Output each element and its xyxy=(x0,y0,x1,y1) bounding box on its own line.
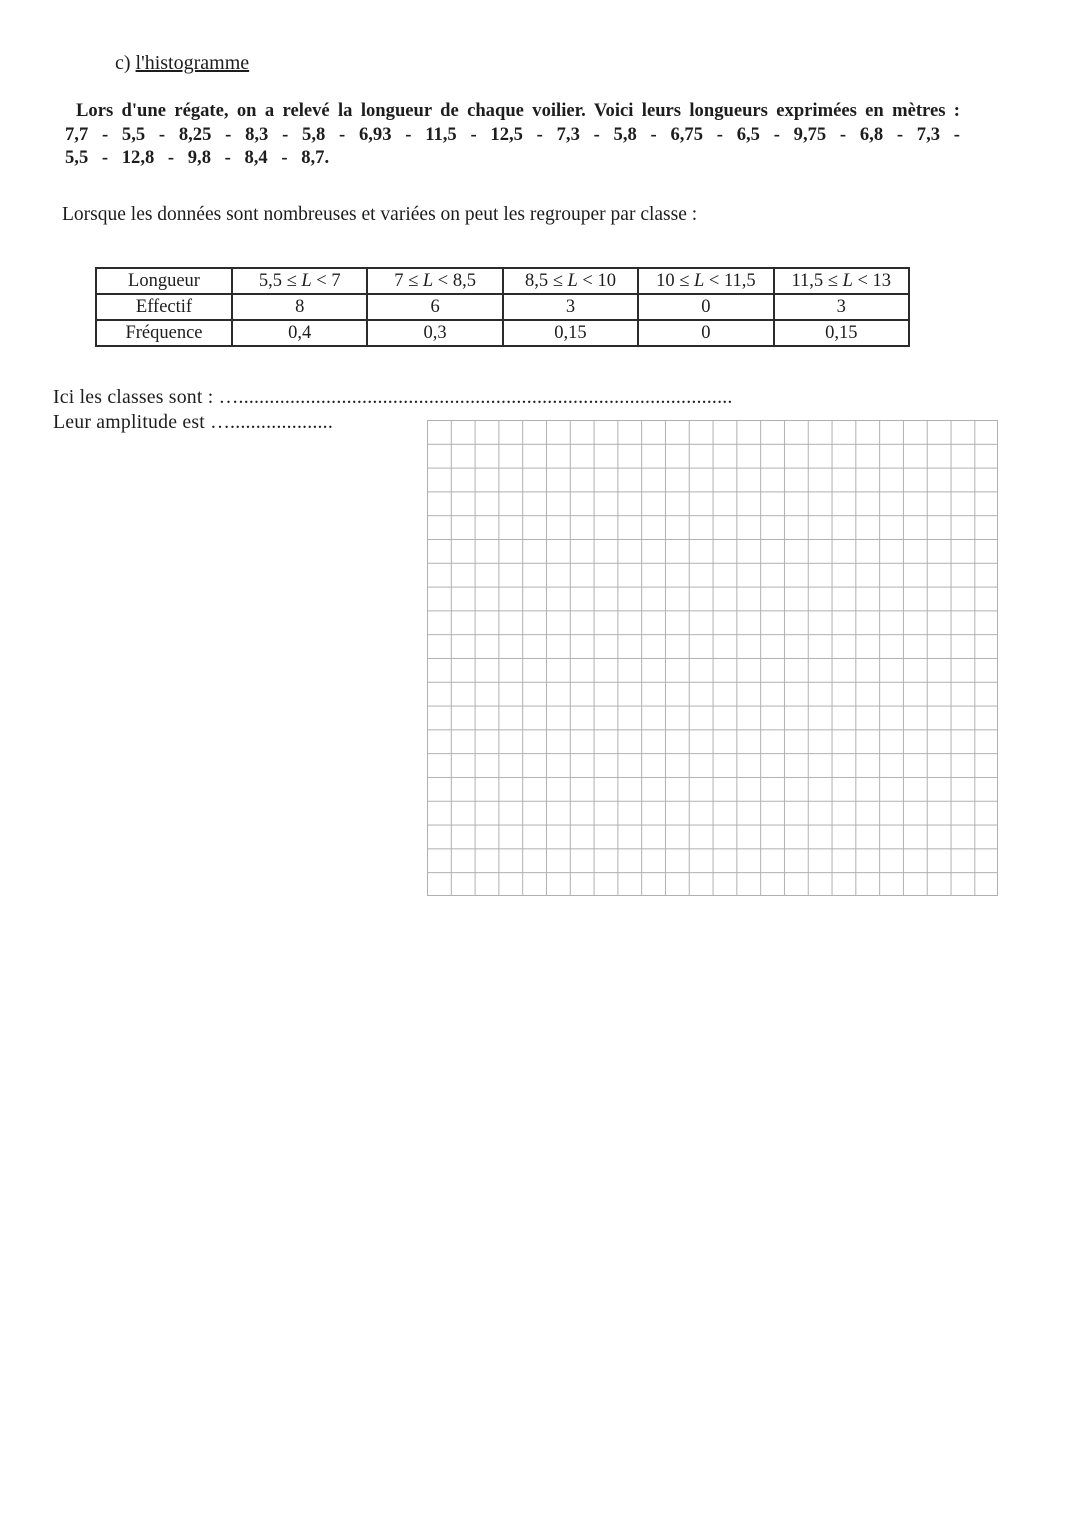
section-heading xyxy=(115,52,249,75)
interval-cell-3 xyxy=(638,268,773,294)
row-label-effectif: Effectif xyxy=(96,294,232,320)
intro-paragraph xyxy=(65,99,960,170)
graph-paper xyxy=(427,420,998,896)
table-row-effectif xyxy=(96,294,909,320)
interval-cell-2 xyxy=(503,268,638,294)
effectif-cell-0: 8 xyxy=(232,294,367,320)
intro-line-3: 5,5 - 12,8 - 9,8 - 8,4 - 8,7. xyxy=(65,147,330,168)
interval-var: L xyxy=(567,271,578,291)
interval-var: L xyxy=(422,271,434,291)
frequence-cell-3: 0 xyxy=(638,320,773,346)
intro-line-1: Lors d'une régate, on a relevé la longueur de chaque voilier. Voici leurs longueurs exprimées en mètres : xyxy=(76,100,960,121)
effectif-cell-1: 6 xyxy=(367,294,502,320)
interval-post: < 8,5 xyxy=(433,271,476,291)
interval-pre: 5,5 ≤ xyxy=(258,271,302,291)
intro-line-2: 7,7 - 5,5 - 8,25 - 8,3 - 5,8 - 6,93 - 11,5 - 12,5 - 7,3 - 5,8 - 6,75 - 6,5 - 9,75 - 6,8 - 7,3 - xyxy=(65,123,960,145)
interval-cell-1 xyxy=(367,268,502,294)
interval-var: L xyxy=(693,271,705,291)
interval-cell-4 xyxy=(774,268,909,294)
effectif-cell-4: 3 xyxy=(774,294,909,320)
row-label-longueur: Longueur xyxy=(96,268,232,294)
interval-var: L xyxy=(842,271,853,291)
interval-pre: 7 ≤ xyxy=(394,271,423,291)
classes-label: Ici les classes sont : xyxy=(53,386,214,408)
interval-post: < 11,5 xyxy=(704,271,756,291)
classes-question xyxy=(53,386,733,409)
frequence-cell-1: 0,3 xyxy=(367,320,502,346)
interval-cell-0 xyxy=(232,268,367,294)
interval-pre: 10 ≤ xyxy=(656,271,694,291)
frequence-cell-2: 0,15 xyxy=(503,320,638,346)
amplitude-answer-blank: ….................... xyxy=(210,411,333,433)
interval-pre: 8,5 ≤ xyxy=(524,271,568,291)
interval-var: L xyxy=(301,271,312,291)
effectif-cell-3: 0 xyxy=(638,294,773,320)
interval-pre: 11,5 ≤ xyxy=(791,271,843,291)
table-row-longueur xyxy=(96,268,909,294)
classes-answer-blank: …................................................................................................ xyxy=(218,386,733,408)
interval-post: < 7 xyxy=(311,271,341,291)
section-title: l'histogramme xyxy=(135,52,250,74)
section-label: c) xyxy=(115,52,131,74)
interval-post: < 10 xyxy=(577,271,616,291)
grouping-note: Lorsque les données sont nombreuses et variées on peut les regrouper par classe : xyxy=(62,204,698,225)
effectif-cell-2: 3 xyxy=(503,294,638,320)
frequence-cell-0: 0,4 xyxy=(232,320,367,346)
interval-post: < 13 xyxy=(852,271,892,291)
class-table xyxy=(95,267,910,347)
amplitude-question xyxy=(53,411,333,434)
frequence-cell-4: 0,15 xyxy=(774,320,909,346)
amplitude-label: Leur amplitude est xyxy=(53,411,205,433)
table-row-frequence xyxy=(96,320,909,346)
row-label-frequence: Fréquence xyxy=(96,320,232,346)
